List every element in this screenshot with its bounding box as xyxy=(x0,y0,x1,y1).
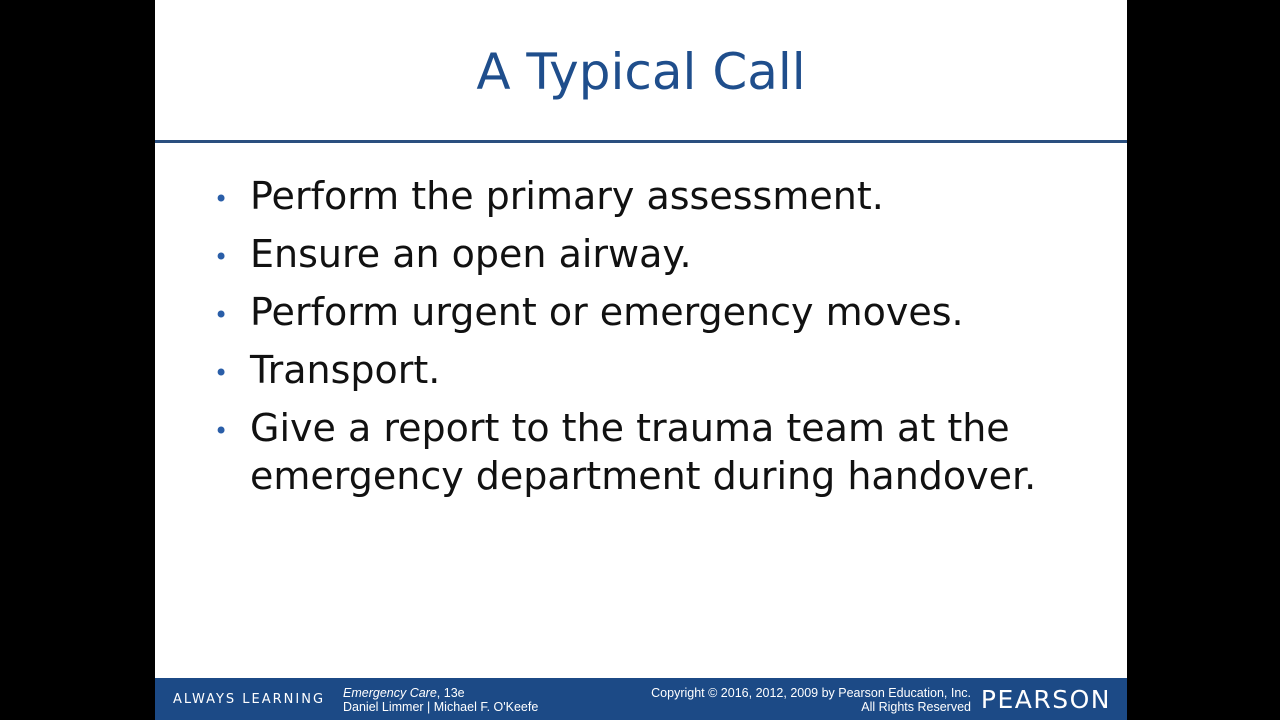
footer-tagline: ALWAYS LEARNING xyxy=(173,692,326,707)
bullet-icon: • xyxy=(214,185,229,213)
pearson-logo: PEARSON xyxy=(980,685,1111,714)
bullet-text: Transport. xyxy=(250,348,441,392)
bullet-icon: • xyxy=(214,243,229,271)
bullet-text: Perform urgent or emergency moves. xyxy=(250,290,964,334)
copyright-line: Copyright © 2016, 2012, 2009 by Pearson Education, Inc. xyxy=(651,686,971,700)
bullet-icon: • xyxy=(214,359,229,387)
bullet-text: Give a report to the trauma team at the emergency department during handover. xyxy=(250,406,1037,498)
slide xyxy=(155,0,1127,720)
bullet-text: Ensure an open airway. xyxy=(250,232,692,276)
slide-title: A Typical Call xyxy=(476,43,806,101)
book-title: Emergency Care xyxy=(343,686,437,700)
book-info xyxy=(343,686,538,714)
bullet-item xyxy=(155,230,1090,278)
bullet-item xyxy=(155,404,1090,500)
bullet-icon: • xyxy=(214,301,229,329)
bullet-item xyxy=(155,172,1090,220)
bullet-text: Perform the primary assessment. xyxy=(250,174,884,218)
bullet-item xyxy=(155,288,1090,336)
bullet-list xyxy=(155,172,1127,510)
bullet-icon: • xyxy=(214,417,229,445)
title-divider xyxy=(155,140,1127,143)
book-edition: , 13e xyxy=(436,686,465,700)
rights-line: All Rights Reserved xyxy=(861,700,971,714)
bullet-item xyxy=(155,346,1090,394)
book-authors: Daniel Limmer | Michael F. O'Keefe xyxy=(343,700,539,714)
copyright-notice xyxy=(651,686,971,714)
slide-footer xyxy=(155,678,1127,720)
